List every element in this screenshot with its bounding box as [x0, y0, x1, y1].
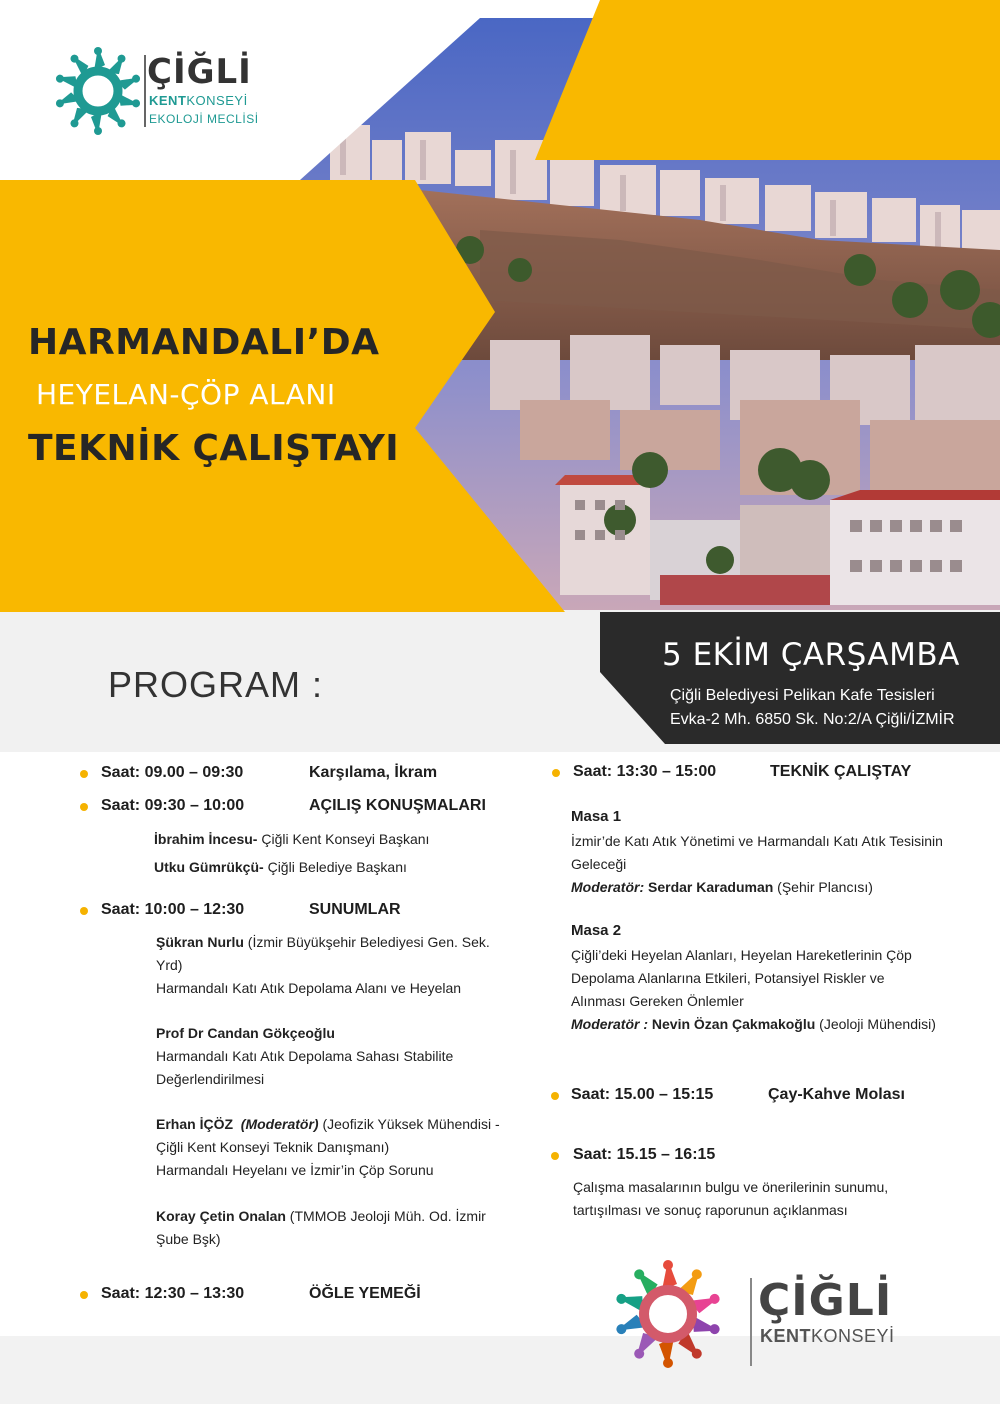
logo-divider [750, 1278, 752, 1366]
bullet-icon [80, 1291, 88, 1299]
bullet-icon [552, 769, 560, 777]
kent-konseyi-color-wheel-icon [612, 1258, 724, 1370]
slot-title: Çay-Kahve Molası [768, 1086, 905, 1103]
closing-description: Çalışma masalarının bulgu ve önerilerinin sunumu, tartışılması ve sonuç raporunun açıklanması [573, 1179, 889, 1218]
slot-time: Saat: 13:30 – 15:00 [573, 763, 717, 780]
bullet-icon [80, 907, 88, 915]
slot-title: TEKNİK ÇALIŞTAY [770, 763, 912, 780]
bullet-icon [551, 1092, 559, 1100]
slot-time: Saat: 15.00 – 15:15 [571, 1086, 714, 1103]
logo-divider [144, 55, 146, 127]
event-venue: Çiğli Belediyesi Pelikan Kafe Tesisleri [670, 687, 935, 704]
event-date: 5 EKİM ÇARŞAMBA [662, 637, 960, 673]
speaker-line: İbrahim İncesu- Çiğli Kent Konseyi Başkanı [154, 831, 430, 847]
footer-logo-subtitle: KENTKONSEYİ [760, 1326, 895, 1346]
slot-title: AÇILIŞ KONUŞMALARI [309, 797, 486, 814]
event-address: Evka-2 Mh. 6850 Sk. No:2/A Çiğli/İZMİR [670, 711, 955, 728]
slot-time: Saat: 10:00 – 12:30 [101, 901, 245, 918]
table-2-topic: Çiğli’deki Heyelan Alanları, Heyelan Hareketlerinin Çöp Depolama Alanlarına Etkileri, Potansiyel Riskler ve Alınması Gereken Önlemler Moderatör : Nevin Özan Çakmakoğlu (Jeoloji Mühendisi) [571, 947, 936, 1032]
program-heading: PROGRAM : [108, 664, 324, 705]
logo-name: ÇİĞLİ [147, 52, 252, 92]
presentation-c: Erhan İÇÖZ (Moderatör) (Jeofizik Yüksek Mühendisi - Çiğli Kent Konseyi Teknik Danışmanı) Harmandalı Heyelanı ve İzmir’in Çöp Sorunu [156, 1116, 500, 1178]
speaker-line: Utku Gümrükçü- Çiğli Belediye Başkanı [154, 859, 407, 875]
table-2-label: Masa 2 [571, 922, 622, 939]
title-line-2: HEYELAN-ÇÖP ALANI [36, 378, 336, 411]
logo-meclis: EKOLOJİ MECLİSİ [149, 112, 259, 126]
table-1-label: Masa 1 [571, 808, 622, 825]
footer-logo-name: ÇİĞLİ [758, 1275, 893, 1326]
logo-ekoloji-meclisi [52, 45, 282, 135]
logo-subtitle: KENTKONSEYİ [149, 93, 248, 108]
slot-time: Saat: 09.00 – 09:30 [101, 764, 244, 781]
bullet-icon [551, 1152, 559, 1160]
presentation-b: Prof Dr Candan Gökçeoğlu Harmandalı Katı Atık Depolama Sahası Stabilite Değerlendirilmesi [156, 1025, 454, 1087]
presentation-a: Şükran Nurlu (İzmir Büyükşehir Belediyesi Gen. Sek. Yrd) Harmandalı Katı Atık Depolama Alanı ve Heyelan [156, 934, 490, 996]
header [0, 0, 1000, 612]
bullet-icon [80, 803, 88, 811]
slot-time: Saat: 12:30 – 13:30 [101, 1285, 245, 1302]
slot-title: SUNUMLAR [309, 901, 401, 918]
kent-konseyi-wheel-icon [52, 45, 144, 137]
title-line-1: HARMANDALI’DA [28, 322, 380, 363]
bullet-icon [80, 770, 88, 778]
title-line-3: TEKNİK ÇALIŞTAYI [28, 428, 400, 469]
slot-time: Saat: 09:30 – 10:00 [101, 797, 245, 814]
presentation-d: Koray Çetin Onalan (TMMOB Jeoloji Müh. Od. İzmir Şube Bşk) [156, 1208, 486, 1247]
table-1-topic: İzmir’de Katı Atık Yönetimi ve Harmandalı Katı Atık Tesisinin Geleceği Moderatör: Serdar Karaduman (Şehir Plancısı) [571, 833, 943, 895]
slot-title: Karşılama, İkram [309, 764, 438, 781]
slot-title: ÖĞLE YEMEĞİ [309, 1285, 421, 1302]
slot-time: Saat: 15.15 – 16:15 [573, 1146, 716, 1163]
logo-kent-konseyi [612, 1258, 942, 1368]
